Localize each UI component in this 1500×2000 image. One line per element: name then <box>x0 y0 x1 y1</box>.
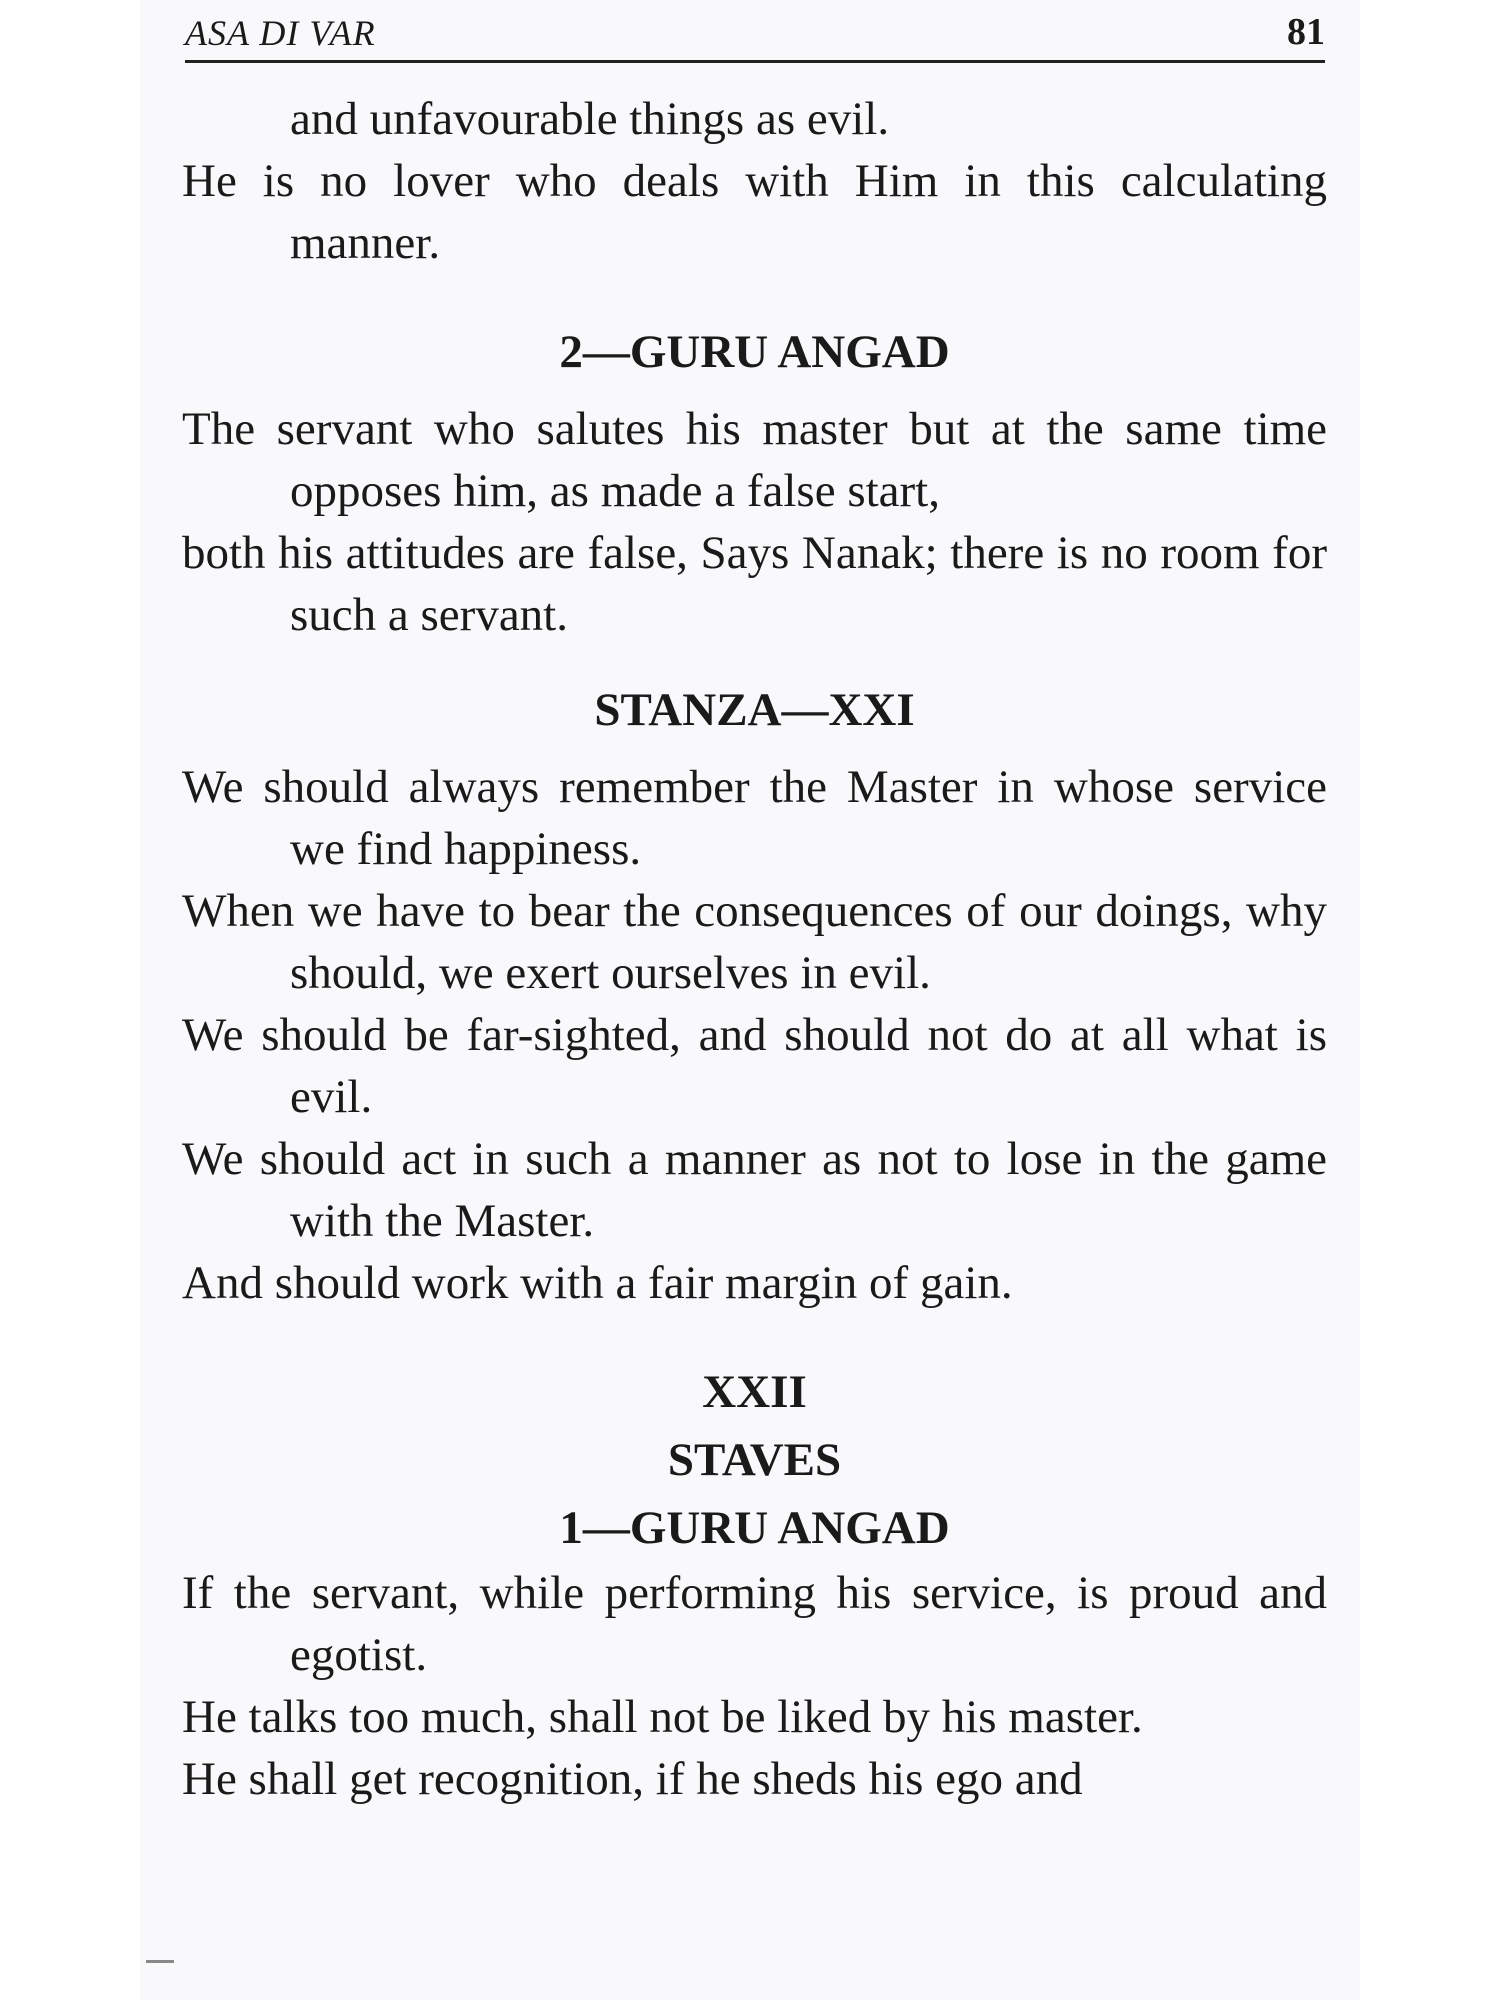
section-heading: 2—GURU ANGAD <box>559 326 950 378</box>
section-heading: XXII <box>702 1366 807 1418</box>
paragraph: We should always remember the Master in whose service we find happiness. <box>182 761 1327 875</box>
section-heading: STAVES <box>667 1434 842 1486</box>
page-header <box>185 12 1325 63</box>
paragraph: The servant who salutes his master but at the same time opposes him, as made a false start, <box>182 403 1327 517</box>
book-page <box>140 0 1360 2000</box>
paragraph: And should work with a fair margin of gain. <box>182 1257 1013 1309</box>
section-heading: 1—GURU ANGAD <box>559 1502 950 1554</box>
page-edge-mark <box>146 1960 174 1963</box>
paragraph: If the servant, while performing his service, is proud and egotist. <box>182 1567 1327 1681</box>
paragraph: We should act in such a manner as not to lose in the game with the Master. <box>182 1133 1327 1247</box>
paragraph: and unfavourable things as evil. <box>290 93 890 145</box>
paragraph: When we have to bear the consequences of our doings, why should, we exert ourselves in evil. <box>182 885 1327 999</box>
paragraph: We should be far-sighted, and should not do at all what is evil. <box>182 1009 1327 1123</box>
paragraph: He is no lover who deals with Him in this calculating manner. <box>182 155 1327 269</box>
running-head: ASA DI VAR <box>185 13 376 53</box>
paragraph: He talks too much, shall not be liked by his master. <box>182 1691 1143 1743</box>
section-heading: STANZA—XXI <box>594 684 915 736</box>
paragraph: both his attitudes are false, Says Nanak; there is no room for such a servant. <box>182 527 1327 641</box>
page-body <box>182 88 1327 1810</box>
paragraph: He shall get recognition, if he sheds his ego and <box>182 1753 1083 1805</box>
page-number: 81 <box>1287 11 1325 53</box>
